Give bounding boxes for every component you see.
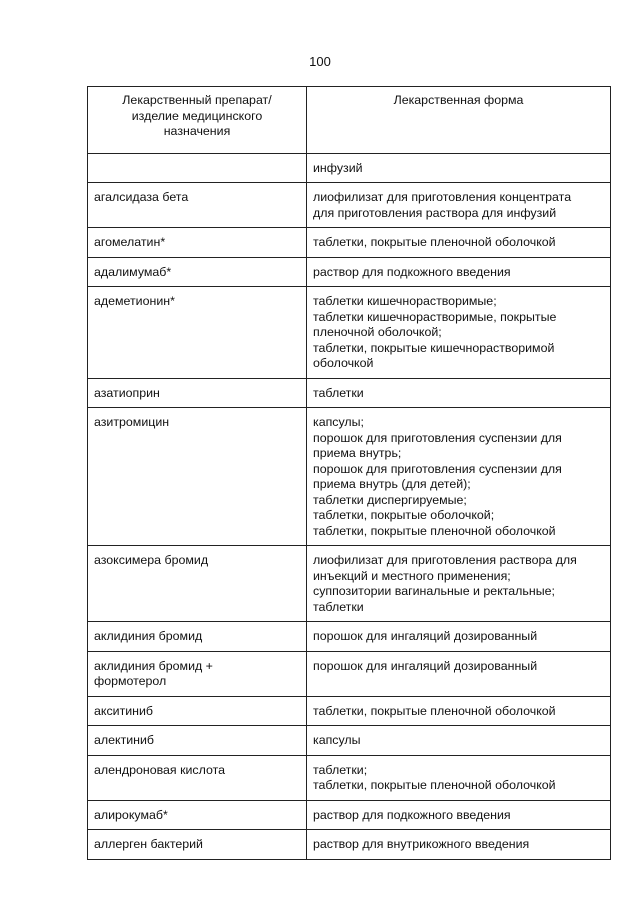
drug-name-cell: алектиниб [88,726,307,756]
dosage-form-cell: порошок для ингаляций дозированный [307,651,611,696]
drug-name-cell: азитромицин [88,408,307,546]
drug-name-cell: азатиоприн [88,378,307,408]
drug-name-cell: агалсидаза бета [88,183,307,228]
drug-name-cell: азоксимера бромид [88,546,307,622]
drug-name-cell [88,153,307,183]
dosage-form-cell: лиофилизат для приготовления концентрата для приготовления раствора для инфузий [307,183,611,228]
table-row [88,800,611,830]
dosage-form-cell: таблетки [307,378,611,408]
drug-name-cell: аклидиния бромид [88,622,307,652]
dosage-form-cell: инфузий [307,153,611,183]
table-row [88,651,611,696]
table-row [88,408,611,546]
table-row [88,622,611,652]
drug-name-cell: аллерген бактерий [88,830,307,860]
dosage-form-cell: таблетки; таблетки, покрытые пленочной оболочкой [307,755,611,800]
dosage-form-cell: капсулы; порошок для приготовления суспензии для приема внутрь; порошок для приготовления суспензии для приема внутрь (для детей); таблетки диспергируемые; таблетки, покрытые оболочкой; таблетки, покрытые пленочной оболочкой [307,408,611,546]
table-row [88,378,611,408]
dosage-form-cell: порошок для ингаляций дозированный [307,622,611,652]
table-row [88,257,611,287]
dosage-form-cell: таблетки, покрытые пленочной оболочкой [307,228,611,258]
table-row [88,287,611,379]
dosage-form-cell: раствор для подкожного введения [307,257,611,287]
page-number: 100 [309,54,331,69]
table-row [88,696,611,726]
dosage-form-cell: капсулы [307,726,611,756]
table-header-row [88,87,611,154]
header-drug: Лекарственный препарат/ изделие медицинского назначения [88,87,307,154]
table-row [88,153,611,183]
dosage-form-cell: таблетки кишечнорастворимые; таблетки кишечнорастворимые, покрытые пленочной оболочкой; таблетки, покрытые кишечнорастворимой оболочкой [307,287,611,379]
table-row [88,726,611,756]
drug-name-cell: адеметионин* [88,287,307,379]
table-row [88,830,611,860]
header-form: Лекарственная форма [307,87,611,154]
dosage-form-cell: раствор для подкожного введения [307,800,611,830]
dosage-form-cell: таблетки, покрытые пленочной оболочкой [307,696,611,726]
table-row [88,546,611,622]
table-row [88,755,611,800]
dosage-form-cell: лиофилизат для приготовления раствора для инъекций и местного применения; суппозитории вагинальные и ректальные; таблетки [307,546,611,622]
drug-name-cell: агомелатин* [88,228,307,258]
drug-name-cell: алирокумаб* [88,800,307,830]
table-row [88,228,611,258]
drug-name-cell: акситиниб [88,696,307,726]
table-body [88,153,611,859]
drug-name-cell: алендроновая кислота [88,755,307,800]
drug-name-cell: аклидиния бромид + формотерол [88,651,307,696]
drug-table [87,86,611,860]
drug-name-cell: адалимумаб* [88,257,307,287]
table-row [88,183,611,228]
dosage-form-cell: раствор для внутрикожного введения [307,830,611,860]
